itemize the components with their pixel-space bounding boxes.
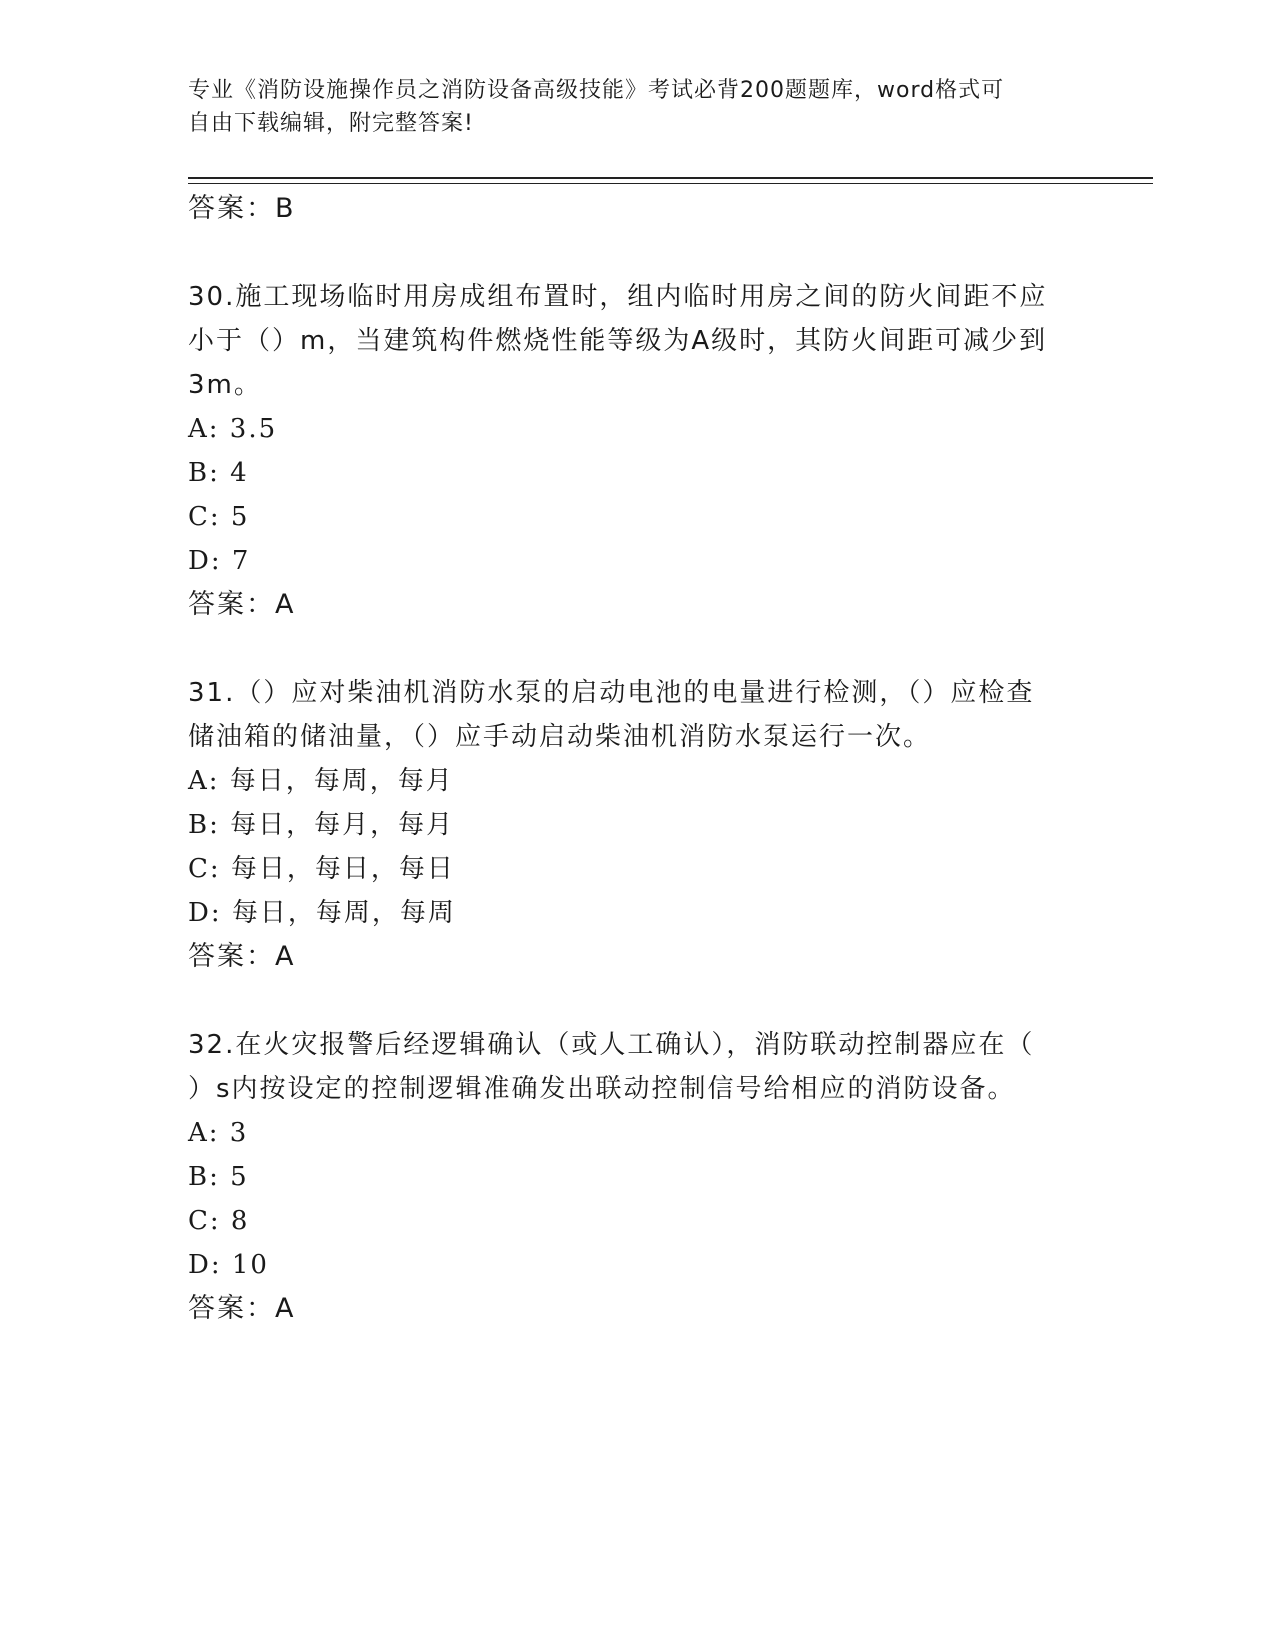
q31-stem-line-2: 储油箱的储油量，（）应手动启动柴油机消防水泵运行一次。 <box>188 722 932 752</box>
document-header <box>188 74 1088 140</box>
q30-stem-line-2: 小于（）m，当建筑构件燃烧性能等级为A级时，其防火间距可减少到 <box>188 326 1048 356</box>
q31-option-d: D: 每日，每周，每周 <box>188 898 456 928</box>
q32-option-c: C: 8 <box>188 1206 250 1236</box>
q32-option-a: A: 3 <box>188 1118 249 1148</box>
q32-stem-line-1: 32.在火灾报警后经逻辑确认（或人工确认），消防联动控制器应在（ <box>188 1030 1035 1060</box>
q32-answer: 答案：A <box>188 1293 296 1324</box>
q30-stem-line-3: 3m。 <box>188 370 262 400</box>
q32-option-b: B: 5 <box>188 1162 249 1192</box>
q32-stem-line-2: ）s内按设定的控制逻辑准确发出联动控制信号给相应的消防设备。 <box>188 1074 1016 1104</box>
q30-option-d: D: 7 <box>188 546 251 576</box>
q30-option-c: C: 5 <box>188 502 250 532</box>
q30-answer: 答案：A <box>188 589 296 620</box>
q31-stem-line-1: 31.（）应对柴油机消防水泵的启动电池的电量进行检测，（）应检查 <box>188 678 1035 708</box>
q32-option-d: D: 10 <box>188 1250 269 1280</box>
q30-stem-line-1: 30.施工现场临时用房成组布置时，组内临时用房之间的防火间距不应 <box>188 282 1048 312</box>
q30-option-a: A: 3.5 <box>188 414 278 444</box>
q31-option-c: C: 每日，每日，每日 <box>188 854 455 884</box>
q31-option-b: B: 每日，每月，每月 <box>188 810 455 840</box>
previous-answer: 答案：B <box>188 193 296 224</box>
q31-answer: 答案：A <box>188 941 296 972</box>
header-divider-thin <box>188 183 1153 184</box>
header-divider-thick <box>188 177 1153 179</box>
q31-option-a: A: 每日，每周，每月 <box>188 766 454 796</box>
header-line-1: 专业《消防设施操作员之消防设备高级技能》考试必背200题题库，word格式可 <box>188 78 1005 103</box>
header-line-2: 自由下载编辑，附完整答案! <box>188 111 474 136</box>
q30-option-b: B: 4 <box>188 458 249 488</box>
